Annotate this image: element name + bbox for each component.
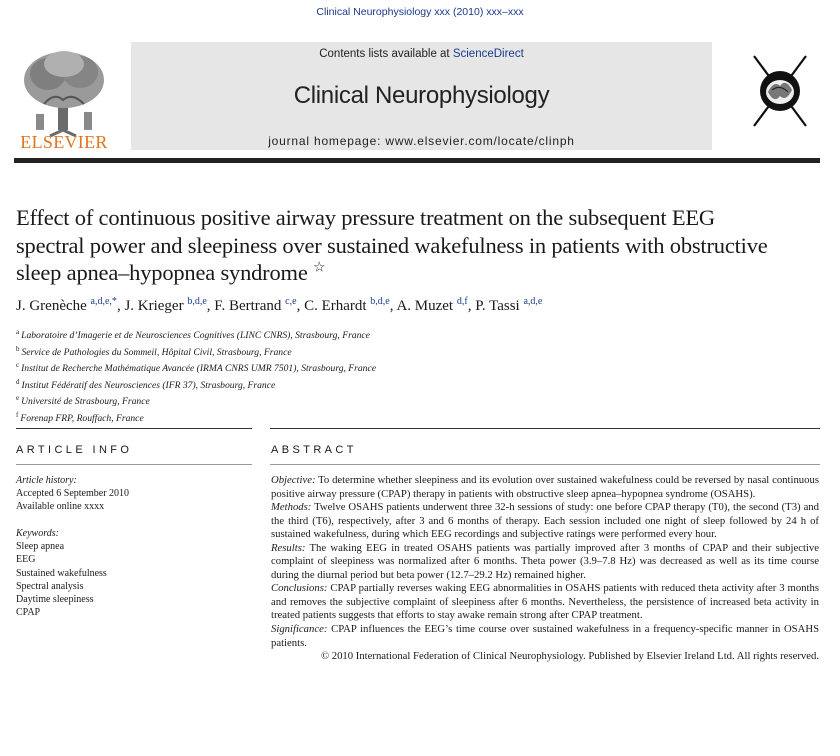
- abstract-section-conclusions: [271, 582, 819, 623]
- author-affiliation-marks[interactable]: b,d,e: [370, 296, 390, 307]
- affiliation-item: [16, 359, 796, 376]
- article-info-top-rule: [16, 428, 252, 429]
- section-label: Results:: [271, 541, 306, 554]
- abstract-heading: ABSTRACT: [271, 444, 357, 456]
- affiliation-text: Université de Strasbourg, France: [21, 396, 150, 408]
- sciencedirect-link[interactable]: ScienceDirect: [452, 48, 524, 60]
- contents-prefix: Contents lists available at: [319, 48, 453, 60]
- abstract-top-rule: [270, 428, 820, 429]
- abstract-section-objective: [271, 474, 819, 501]
- keyword-item: Daytime sleepiness: [16, 593, 94, 605]
- affiliation-key: b: [16, 344, 20, 353]
- affiliation-item: [16, 409, 796, 426]
- publisher-name: ELSEVIER: [20, 132, 108, 152]
- history-item: Available online xxxx: [16, 501, 105, 513]
- abstract-section-significance: [271, 623, 819, 650]
- keyword-item: Sustained wakefulness: [16, 567, 107, 579]
- section-label: Conclusions:: [271, 582, 328, 595]
- affiliation-item: [16, 376, 796, 393]
- affiliation-item: [16, 392, 796, 409]
- author-name[interactable]: J. Grenèche: [16, 298, 87, 314]
- journal-homepage-link[interactable]: www.elsevier.com/locate/clinph: [385, 134, 575, 148]
- author-name[interactable]: F. Bertrand: [214, 298, 282, 314]
- journal-reference-link[interactable]: Clinical Neurophysiology xxx (2010) xxx–xxx: [316, 6, 524, 18]
- title-footnote-star-icon[interactable]: ☆: [313, 260, 326, 276]
- copyright-notice: © 2010 International Federation of Clinical Neurophysiology. Published by Elsevier Ireland Ltd. All rights reserved.: [320, 650, 819, 663]
- author-name[interactable]: A. Muzet: [396, 298, 454, 314]
- author-affiliation-marks[interactable]: a,d,e: [523, 296, 543, 307]
- section-text: CPAP influences the EEG’s time course over sustained wakefulness in a frequency-specific manner in OSAHS patients.: [271, 623, 820, 649]
- author-affiliation-marks[interactable]: b,d,e: [187, 296, 207, 307]
- affiliation-text: Institut Fédératif des Neurosciences (IFR 37), Strasbourg, France: [21, 379, 276, 391]
- journal-masthead: [14, 38, 820, 154]
- keywords-label: Keywords:: [16, 528, 59, 540]
- section-text: Twelve OSAHS patients underwent three 32-h sessions of study: one before CPAP therapy (T0), the second (T3) and the third (T6), respectively, after 3 and 6 months of therapy. Each session included one night of sleep followed by 24 h of sustained wakefulness, during which EEG recordings and subjective ratings were performed every hour.: [271, 501, 819, 541]
- affiliation-text: Laboratoire d’Imagerie et de Neurosciences Cognitives (LINC CNRS), Strasbourg, France: [21, 330, 370, 342]
- affiliation-item: [16, 343, 796, 360]
- journal-banner: [131, 42, 712, 150]
- affiliation-text: Service de Pathologies du Sommeil, Hôpital Civil, Strasbourg, France: [21, 346, 292, 358]
- section-text: CPAP partially reverses waking EEG abnormalities in OSAHS patients with reduced theta activity after 3 months and removes the subjective complaint of sleepiness after 6 months. Nevertheless, the persistence of increased beta activity in treated patients suggests that efforts to stay awake remain strong after CPAP treatment.: [271, 582, 819, 622]
- journal-emblem-icon: [748, 48, 812, 134]
- abstract-section-methods: [271, 501, 819, 542]
- affiliation-text: Institut de Recherche Mathématique Avancée (IRMA CNRS UMR 7501), Strasbourg, France: [21, 363, 376, 375]
- affiliation-text: Forenap FRP, Rouffach, France: [20, 413, 144, 425]
- affiliation-list: [16, 326, 796, 426]
- article-title-text: Effect of continuous positive airway pressure treatment on the subsequent EEG spectral power and sleepiness over sustained wakefulness in patients with obstructive sleep apnea–hypopnea syndrome: [16, 205, 768, 285]
- author-affiliation-marks[interactable]: c,e: [285, 296, 297, 307]
- author-affiliation-marks[interactable]: d,f: [456, 296, 468, 307]
- keyword-item: CPAP: [16, 606, 41, 618]
- article-info-panel: [16, 474, 252, 619]
- affiliation-key: e: [16, 394, 20, 403]
- keyword-item: Spectral analysis: [16, 580, 84, 592]
- affiliation-key: f: [16, 410, 19, 419]
- author-name[interactable]: J. Krieger: [124, 298, 184, 314]
- keyword-item: Sleep apnea: [16, 541, 65, 553]
- abstract-body: [271, 474, 819, 664]
- affiliation-key: c: [16, 361, 20, 370]
- article-title: [16, 204, 776, 287]
- author-list: J. Grenèche $^{a,d,e,*}$, J. Krieger $^{b,d,e}$, F. Bertrand $^{c,e}$, C. Erhardt $^{b,d,e}$, A. Muzet $^{d,f}$, P. Tassi $^{a,d,e}$: [16, 296, 543, 314]
- section-label: Methods:: [271, 501, 312, 514]
- masthead-divider: [14, 158, 820, 163]
- author-affiliation-marks[interactable]: a,d,e,*: [90, 296, 117, 307]
- affiliation-key: a: [16, 328, 20, 336]
- affiliation-key: d: [16, 377, 20, 386]
- article-info-heading: ARTICLE INFO: [16, 444, 133, 456]
- journal-homepage-line: [131, 134, 712, 148]
- keywords-block: [16, 527, 252, 619]
- section-text: To determine whether sleepiness and its evolution over sustained wakefulness could be reversed by nasal continuous positive airway pressure (CPAP) therapy in patients with obstructive sleep apnea–hypopnea syndrome (OSAHS).: [271, 474, 819, 500]
- history-item: Accepted 6 September 2010: [16, 488, 130, 500]
- article-history-label: Article history:: [16, 475, 77, 486]
- journal-title: Clinical Neurophysiology: [293, 82, 550, 109]
- affiliation-item: [16, 326, 796, 343]
- section-label: Objective:: [271, 474, 316, 486]
- abstract-divider: [270, 464, 820, 465]
- author-name[interactable]: P. Tassi: [475, 298, 520, 314]
- section-text: The waking EEG in treated OSAHS patients was partially improved after 3 months of CPAP and their subjective complaint of sleepiness was normalized after 6 months. Theta power (3.9–7.8 Hz) was decreased as well as its time course during the diurnal period but beta power (12.7–29.2 Hz) remained higher.: [271, 541, 819, 581]
- contents-available-line: [131, 48, 712, 60]
- homepage-prefix: journal homepage:: [268, 134, 386, 148]
- keyword-item: EEG: [16, 554, 36, 566]
- abstract-section-results: [271, 542, 819, 583]
- author-name[interactable]: C. Erhardt: [304, 298, 367, 314]
- article-info-divider: [16, 464, 252, 465]
- section-label: Significance:: [271, 623, 328, 636]
